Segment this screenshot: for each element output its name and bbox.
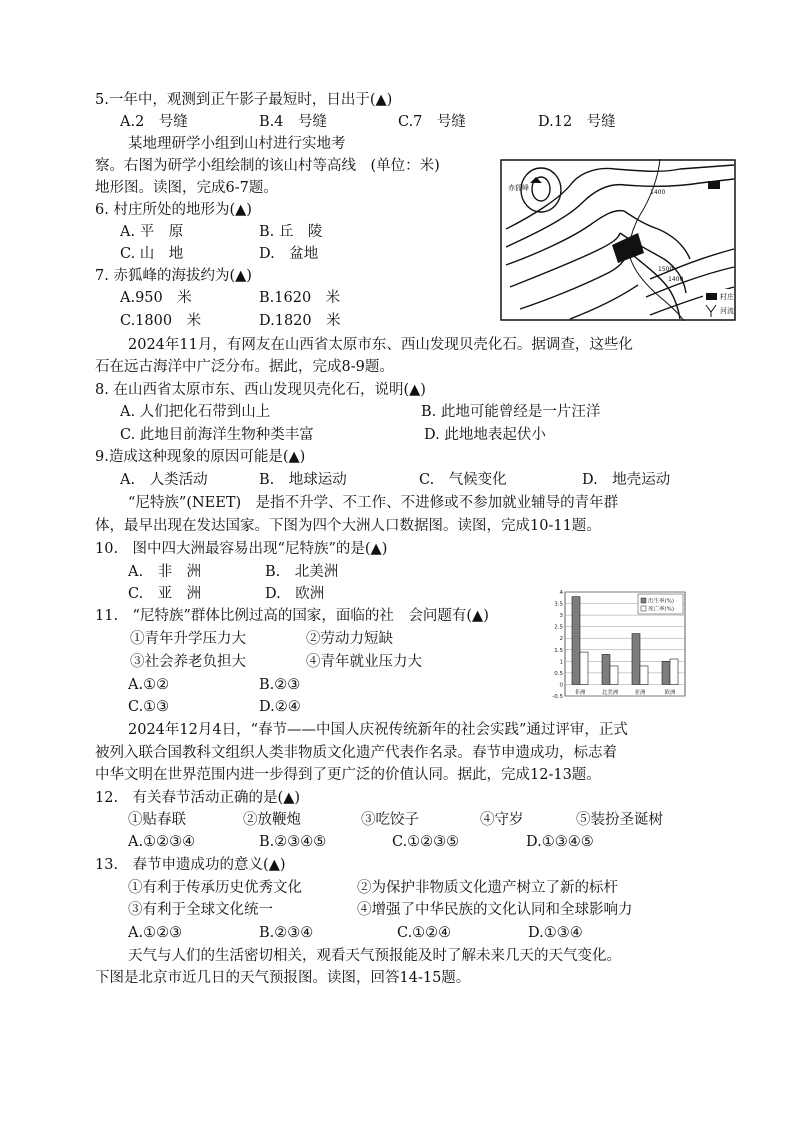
chart-y-tick-label: 1 (559, 659, 563, 666)
legend-river-label: 河流 (720, 307, 734, 315)
chart-x-tick-label: 欧洲 (664, 690, 676, 696)
map-contour-label-2: 1500 (658, 266, 674, 273)
q7-stem: 7. 赤狐峰的海拔约为(▲) (95, 268, 252, 284)
chart-y-tick-label: 2.5 (554, 624, 563, 631)
q10-option-c: C. 亚 洲 (128, 586, 202, 602)
q8-stem: 8. 在山西省太原市东、西山发现贝壳化石，说明(▲) (95, 382, 426, 398)
q8-option-a: A. 人们把化石带到山上 (120, 404, 271, 420)
intro1011-line1: “尼特族”(NEET) 是指不升学、不工作、不进修或不参加就业辅导的青年群 (128, 495, 619, 511)
chart-bar (670, 659, 678, 684)
chart-x-tick-label: 北美洲 (601, 690, 619, 696)
q13-option-c: C.①②④ (397, 925, 452, 941)
map-contour-label-1: 1400 (650, 189, 666, 196)
q11-item-2: ②劳动力短缺 (306, 631, 393, 647)
intro1011-line2: 体，最早出现在发达国家。下图为四个大洲人口数据图。读图，完成10-11题。 (95, 518, 601, 534)
q11-option-c: C.①③ (128, 699, 170, 715)
chart-bar (572, 597, 580, 685)
q9-stem: 9.造成这种现象的原因可能是(▲) (95, 449, 306, 465)
intro67-line3: 地形图。读图，完成6-7题。 (95, 180, 278, 196)
q10-stem: 10. 图中四大洲最容易出现“尼特族”的是(▲) (95, 541, 388, 557)
map-contour-label-3: 1400 (668, 276, 684, 283)
q10-option-d: D. 欧洲 (265, 586, 325, 602)
q7-option-a: A.950 米 (120, 290, 192, 306)
intro1213-line3: 中华文明在世界范围内进一步得到了更广泛的价值认同。据此，完成12-13题。 (95, 767, 601, 783)
intro67-line1: 某地理研学小组到山村进行实地考 (128, 136, 346, 152)
q11-item-4: ④青年就业压力大 (306, 654, 422, 670)
q10-option-b: B. 北美洲 (265, 564, 339, 580)
chart-y-tick-label: 3 (559, 613, 563, 620)
q6-option-d: D. 盆地 (259, 246, 319, 262)
intro1213-line1: 2024年12月4日，“春节——中国人庆祝传统新年的社会实践”通过评审，正式 (128, 722, 628, 738)
q12-stem: 12. 有关春节活动正确的是(▲) (95, 790, 301, 806)
q11-item-1: ①青年升学压力大 (130, 631, 246, 647)
intro89-line2: 石在远古海洋中广泛分布。据此，完成8-9题。 (95, 359, 394, 375)
q5-option-d: D.12 号缝 (538, 114, 616, 130)
chart-bar (662, 661, 670, 684)
chart-y-tick-label: 2 (559, 636, 563, 643)
q12-option-c: C.①②③⑤ (392, 834, 460, 850)
q13-item-2: ②为保护非物质文化遗产树立了新的标杆 (357, 880, 618, 896)
intro89-line1: 2024年11月，有网友在山西省太原市东、西山发现贝壳化石。据调查，这些化 (128, 337, 633, 353)
chart-legend-label: 出生率(%) (648, 598, 675, 605)
chart-legend-swatch (641, 606, 646, 611)
q5-option-a: A.2 号缝 (120, 114, 188, 130)
chart-bar (640, 666, 648, 684)
q12-item-2: ②放鞭炮 (243, 812, 301, 828)
q12-option-a: A.①②③④ (128, 834, 196, 850)
q6-option-c: C. 山 地 (120, 246, 184, 262)
q6-option-b: B. 丘 陵 (259, 224, 323, 240)
q13-stem: 13. 春节申遗成功的意义(▲) (95, 857, 286, 873)
q7-option-b: B.1620 米 (259, 290, 341, 306)
chart-bar (602, 654, 610, 684)
q5-option-c: C.7 号缝 (398, 114, 466, 130)
q13-item-4: ④增强了中华民族的文化认同和全球影响力 (357, 902, 633, 918)
intro1415-line2: 下图是北京市近几日的天气预报图。读图，回答14-15题。 (95, 970, 471, 986)
chart-y-tick-label: -0.5 (552, 694, 563, 700)
chart-y-tick-label: 1.5 (554, 647, 563, 654)
q12-item-1: ①贴春联 (128, 812, 186, 828)
chart-legend-swatch (641, 598, 646, 603)
chart-bar (632, 634, 640, 685)
chart-legend-label: 死亡率(%) (648, 606, 675, 613)
map-peak-label: 赤狐峰 (508, 184, 529, 192)
contour-map (500, 159, 736, 321)
population-bar-chart (545, 588, 690, 706)
q12-option-d: D.①③④⑤ (526, 834, 594, 850)
q12-item-5: ⑤装扮圣诞树 (576, 812, 663, 828)
q11-option-b: B.②③ (259, 677, 301, 693)
q12-option-b: B.②③④⑤ (259, 834, 327, 850)
q11-option-a: A.①② (128, 677, 170, 693)
q8-option-c: C. 此地目前海洋生物种类丰富 (120, 427, 314, 443)
q8-option-d: D. 此地地表起伏小 (424, 427, 546, 443)
q13-item-3: ③有利于全球文化统一 (128, 902, 273, 918)
q13-option-a: A.①②③ (128, 925, 183, 941)
intro1213-line2: 被列入联合国教科文组织人类非物质文化遗产代表作名录。春节申遗成功，标志着 (95, 745, 617, 761)
q13-option-b: B.②③④ (259, 925, 314, 941)
chart-y-tick-label: 0 (559, 682, 563, 689)
q7-option-c: C.1800 米 (120, 313, 202, 329)
intro67-line2: 察。右图为研学小组绘制的该山村等高线 (单位：米) (95, 158, 440, 174)
q5-stem: 5.一年中，观测到正午影子最短时，日出于(▲) (95, 92, 393, 108)
q9-option-b: B. 地球运动 (259, 472, 347, 488)
q13-item-1: ①有利于传承历史优秀文化 (128, 880, 302, 896)
q11-item-3: ③社会养老负担大 (130, 654, 246, 670)
legend-village-label: 村庄 (720, 293, 734, 301)
chart-x-tick-label: 非洲 (574, 690, 586, 696)
chart-bar (610, 666, 618, 684)
chart-x-tick-label: 亚洲 (634, 690, 646, 696)
q12-item-4: ④守岁 (480, 812, 524, 828)
q10-option-a: A. 非 洲 (128, 564, 202, 580)
q5-option-b: B.4 号缝 (259, 114, 327, 130)
q11-stem: 11. “尼特族”群体比例过高的国家，面临的社 会问题有(▲) (95, 608, 489, 624)
chart-y-tick-label: 3.5 (554, 601, 563, 608)
q9-option-a: A. 人类活动 (120, 472, 208, 488)
q6-option-a: A. 平 原 (120, 224, 184, 240)
q8-option-b: B. 此地可能曾经是一片汪洋 (421, 404, 601, 420)
chart-y-tick-label: 4 (559, 590, 563, 596)
q9-option-d: D. 地壳运动 (582, 472, 671, 488)
intro1415-line1: 天气与人们的生活密切相关，观看天气预报能及时了解未来几天的天气变化。 (128, 948, 621, 964)
q12-item-3: ③吃饺子 (361, 812, 419, 828)
q7-option-d: D.1820 米 (259, 313, 341, 329)
chart-bar (580, 652, 588, 684)
q11-option-d: D.②④ (259, 699, 301, 715)
chart-y-tick-label: 0.5 (554, 670, 563, 677)
q6-stem: 6. 村庄所处的地形为(▲) (95, 202, 252, 218)
q9-option-c: C. 气候变化 (419, 472, 507, 488)
q13-option-d: D.①③④ (528, 925, 583, 941)
